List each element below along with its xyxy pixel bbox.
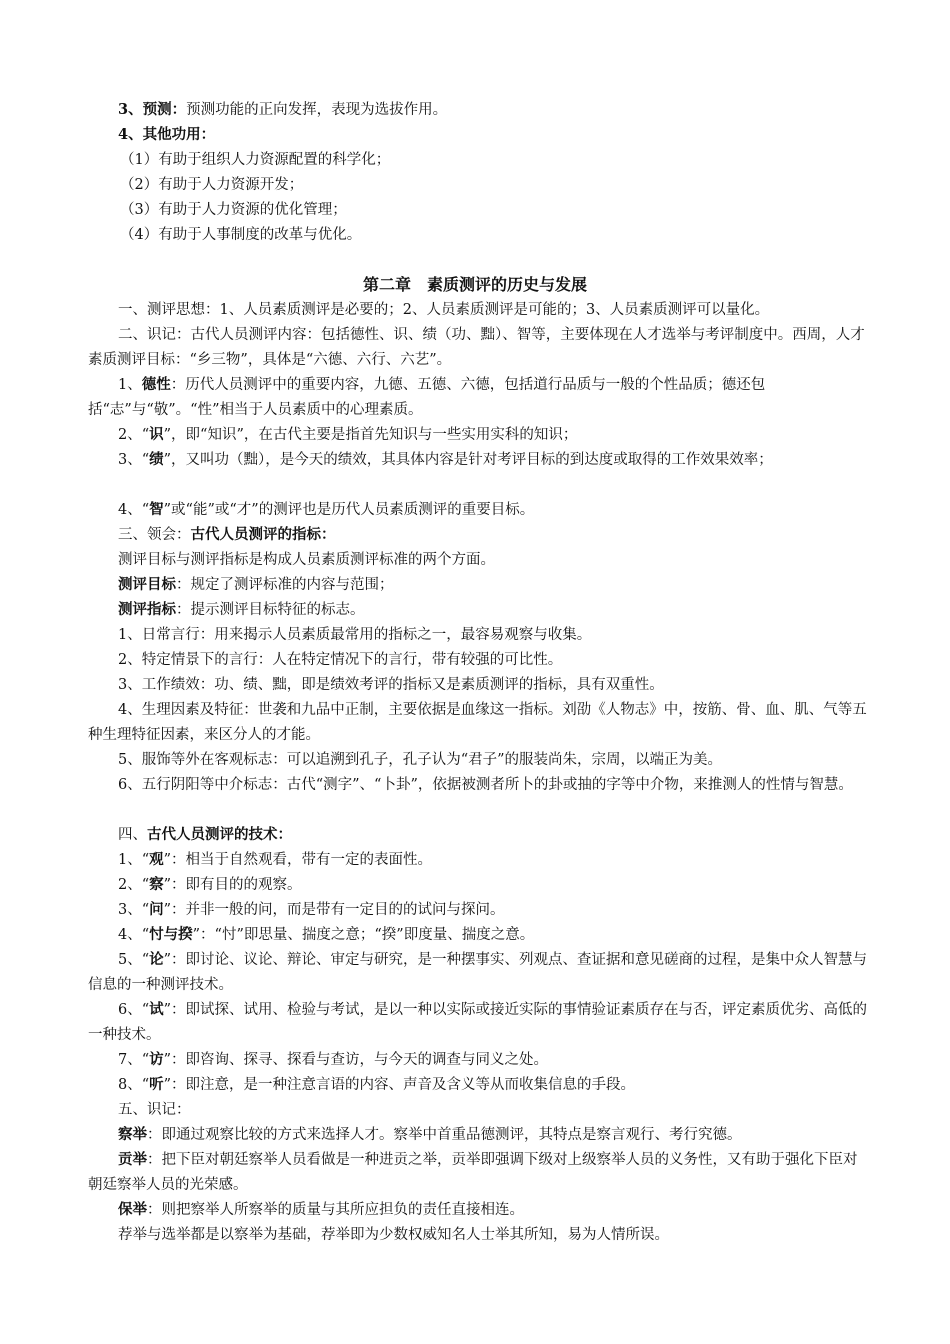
technique-item: 5、“论”：即讨论、议论、辩论、审定与研究，是一种摆事实、列观点、查证据和意见磋商的过程，是集中众人智慧与信息的一种测评技术。	[88, 951, 868, 993]
merit-paragraph: 3、“绩”，又叫功（黜），是今天的绩效，其具体内容是针对考评目标的到达度或取得的工作效果效率；	[118, 451, 773, 468]
goal-definition: 测评目标：规定了测评标准的内容与范围；	[118, 576, 394, 593]
indicator-item: 4、生理因素及特征：世袭和九品中正制，主要依据是血缘这一指标。刘劭《人物志》中，按筋、骨、血、肌、气等五种生理特征因素，来区分人的才能。	[88, 702, 867, 743]
technique-item: 3、“问”：并非一般的问，而是带有一定目的的试问与探问。	[118, 901, 505, 918]
section-2: 二、识记：古代人员测评内容：包括德性、识、绩（功、黜）、智等，主要体现在人才选举与考评制度中。西周，人才素质测评目标：“乡三物”，具体是“六德、六行、六艺”。	[88, 327, 865, 368]
chaju-definition: 察举：即通过观察比较的方式来选择人才。察举中首重品德测评，其特点是察言观行、考行究德。	[118, 1126, 742, 1143]
list-item: （3）有助于人力资源的优化管理；	[120, 202, 347, 218]
indicator-item: 3、工作绩效：功、绩、黜，即是绩效考评的指标又是素质测评的指标，具有双重性。	[118, 677, 664, 693]
knowledge-paragraph: 2、“识”，即“知识”，在古代主要是指首先知识与一些实用实科的知识；	[118, 426, 578, 443]
chapter-title: 第二章 素质测评的历史与发展	[362, 275, 587, 294]
technique-item: 4、“忖与揆”：“忖”即思量、揣度之意；“揆”即度量、揣度之意。	[118, 926, 535, 943]
baoju-definition: 保举：则把察举人所察举的质量与其所应担负的责任直接相连。	[118, 1201, 524, 1218]
section-3-heading: 三、领会：古代人员测评的指标：	[118, 526, 336, 543]
gongju-definition: 贡举：把下臣对朝廷察举人员看做是一种进贡之举，贡举即强调下级对上级察举人员的义务性，又有助于强化下臣对朝廷察举人员的光荣感。	[88, 1151, 858, 1193]
index-definition: 测评指标：提示测评目标特征的标志。	[118, 601, 365, 618]
indicator-item: 2、特定情景下的言行：人在特定情况下的言行，带有较强的可比性。	[118, 652, 563, 668]
list-item: （4）有助于人事制度的改革与优化。	[120, 227, 362, 243]
predict-line: 3、预测：预测功能的正向发挥，表现为选拔作用。	[118, 101, 448, 118]
section-3-line: 测评目标与测评指标是构成人员素质测评标准的两个方面。	[118, 552, 495, 568]
indicator-item: 5、服饰等外在客观标志：可以追溯到孔子，孔子认为“君子”的服装尚朱，宗周，以端正为美。	[118, 752, 723, 768]
technique-item: 8、“听”：即注意，是一种注意言语的内容、声音及含义等从而收集信息的手段。	[118, 1076, 636, 1093]
list-item: （1）有助于组织人力资源配置的科学化；	[120, 152, 391, 168]
indicator-item: 1、日常言行：用来揭示人员素质最常用的指标之一，最容易观察与收集。	[118, 627, 592, 643]
indicator-item: 6、五行阴阳等中介标志：古代“测字”、“卜卦”，依据被测者所卜的卦或抽的字等中介物，来推测人的性情与智慧。	[118, 777, 853, 793]
list-item: （2）有助于人力资源开发；	[120, 177, 304, 193]
technique-item: 2、“察”：即有目的的观察。	[118, 876, 302, 893]
section-4-heading: 四、古代人员测评的技术：	[118, 826, 292, 843]
technique-item: 7、“访”：即咨询、探寻、探看与查访，与今天的调查与同义之处。	[118, 1051, 549, 1068]
other-uses-heading: 4、其他功用：	[118, 126, 216, 143]
technique-item: 6、“试”：即试探、试用、检验与考试，是以一种以实际或接近实际的事情验证素质存在与否，评定素质优劣、高低的一种技术。	[88, 1001, 868, 1043]
section-5-heading: 五、识记：	[118, 1102, 191, 1118]
predict-heading: 3、预测：	[118, 101, 187, 118]
wisdom-paragraph: 4、“智”或“能”或“才”的测评也是历代人员素质测评的重要目标。	[118, 501, 535, 518]
section-1: 一、测评思想：1、人员素质测评是必要的；2、人员素质测评是可能的；3、人员素质测评可以量化。	[118, 302, 770, 318]
virtue-paragraph: 1、德性：历代人员测评中的重要内容，九德、五德、六德，包括道行品质与一般的个性品质；德还包括“志”与“敬”。“性”相当于人员素质中的心理素质。	[88, 376, 766, 418]
technique-item: 1、“观”：相当于自然观看，带有一定的表面性。	[118, 851, 433, 868]
final-paragraph: 荐举与选举都是以察举为基础，荐举即为少数权威知名人士举其所知，易为人情所误。	[118, 1227, 669, 1243]
